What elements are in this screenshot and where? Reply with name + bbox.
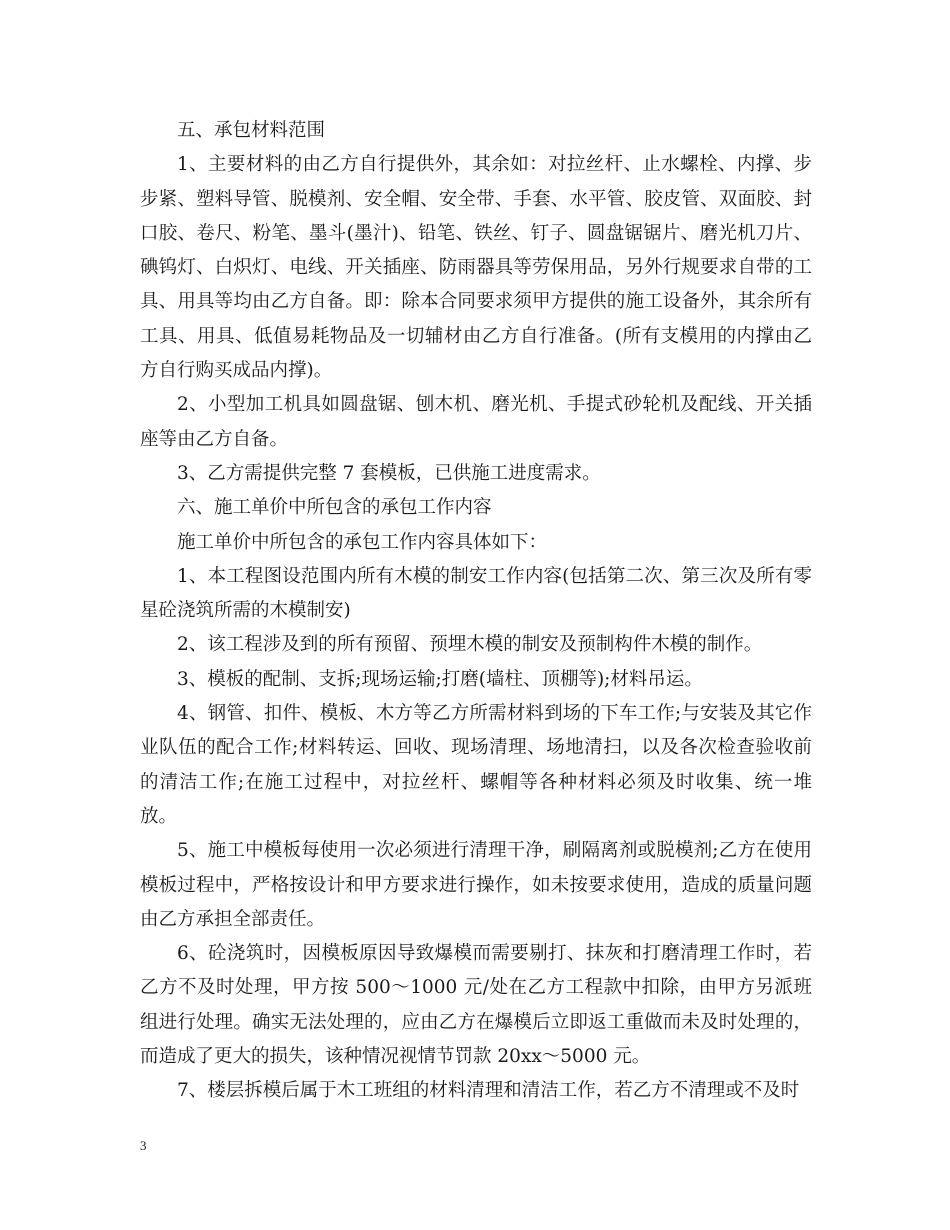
paragraph-materials-1: 1、主要材料的由乙方自行提供外，其余如：对拉丝杆、止水螺栓、内撑、步步紧、塑料导管、脱模剂、安全帽、安全带、手套、水平管、胶皮管、双面胶、封口胶、卷尺、粉笔、墨斗(墨汁)、铅笔、铁丝、钉子、圆盘锯锯片、磨光机刀片、碘钨灯、白炽灯、电线、开关插座、防雨器具等劳保用品，另外行规要求自带的工具、用具等均由乙方自备。即：除本合同要求须甲方提供的施工设备外，其余所有工具、用具、低值易耗物品及一切辅材由乙方自行准备。(所有支模用的内撑由乙方自行购买成品内撑)。 <box>140 154 812 382</box>
section-heading-6: 六、施工单价中所包含的承包工作内容 <box>177 497 492 519</box>
paragraph-work-3: 3、模板的配制、支拆;现场运输;打磨(墙柱、顶棚等);材料吊运。 <box>177 668 703 690</box>
section-heading-5: 五、承包材料范围 <box>177 120 326 141</box>
paragraph-materials-2: 2、小型加工机具如圆盘锯、刨木机、磨光机、手提式砂轮机及配线、开关插座等由乙方自备。 <box>140 394 812 450</box>
paragraph-work-4: 4、钢管、扣件、模板、木方等乙方所需材料到场的下车工作;与安装及其它作业队伍的配合工作;材料转运、回收、现场清理、场地清扫，以及各次检查验收前的清洁工作;在施工过程中，对拉丝杆、螺帽等各种材料必须及时收集、统一堆放。 <box>140 703 812 827</box>
paragraph-work-1: 1、本工程图设范围内所有木模的制安工作内容(包括第二次、第三次及所有零星砼浇筑所需的木模制安) <box>140 565 812 622</box>
document-body <box>140 114 812 1109</box>
paragraph-materials-3: 3、乙方需提供完整 7 套模板，已供施工进度需求。 <box>177 462 601 484</box>
paragraph-work-6: 6、砼浇筑时，因模板原因导致爆模而需要剔打、抹灰和打磨清理工作时，若乙方不及时处理，甲方按 500～1000 元/处在乙方工程款中扣除，由甲方另派班组进行处理。确实无法处理的，应由乙方在爆模后立即返工重做而未及时处理的，而造成了更大的损失，该种情况视情节罚款 20xx～5000 元。 <box>140 943 812 1068</box>
paragraph-intro: 施工单价中所包含的承包工作内容具体如下： <box>177 531 548 553</box>
paragraph-work-5: 5、施工中模板每使用一次必须进行清理干净，刷隔离剂或脱模剂;乙方在使用模板过程中，严格按设计和甲方要求进行操作，如未按要求使用，造成的质量问题由乙方承担全部责任。 <box>140 840 812 930</box>
paragraph-work-7: 7、楼层拆模后属于木工班组的材料清理和清洁工作，若乙方不清理或不及时 <box>177 1080 800 1102</box>
paragraph-work-2: 2、该工程涉及到的所有预留、预埋木模的制安及预制构件木模的制作。 <box>177 634 763 656</box>
page-number: 3 <box>140 1138 147 1153</box>
